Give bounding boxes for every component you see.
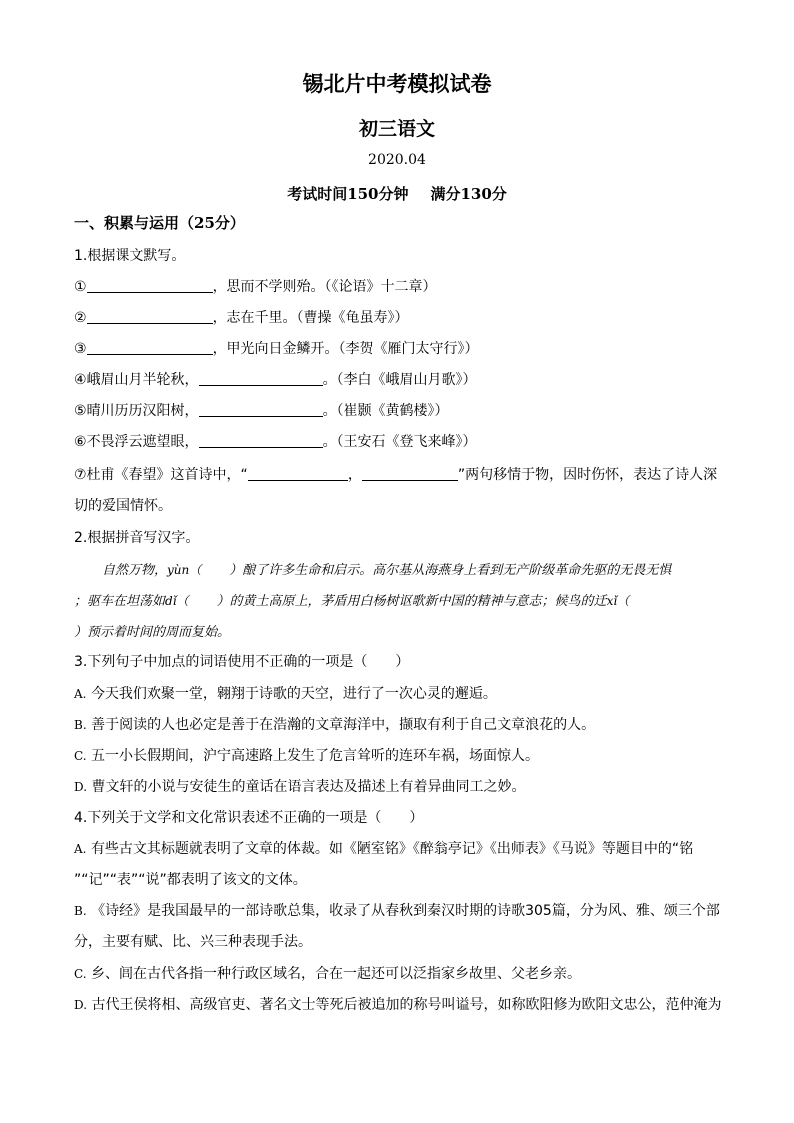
item-text: 。（李白《峨眉山月歌》）: [322, 372, 477, 388]
item-number: ④: [74, 372, 87, 388]
passage-text: ）酿了许多生命和启示。高尔基从海燕身上看到无产阶级革命先驱的无畏无惧: [229, 563, 672, 578]
option-label: A.: [74, 687, 87, 701]
q1-item-7: [74, 464, 734, 484]
q1-item-6: [74, 431, 734, 451]
option-label: A.: [74, 842, 87, 856]
option-label: C.: [74, 749, 87, 763]
q1-item-4: [74, 369, 734, 389]
answer-blank[interactable]: [199, 432, 323, 448]
pinyin-di: dǐ（: [165, 594, 189, 608]
item-number: ①: [74, 279, 87, 295]
exam-date: 2020.04: [368, 152, 426, 168]
item-number: ③: [74, 341, 87, 357]
item7-comma: ，: [347, 467, 362, 483]
pinyin-xi: xǐ（: [606, 594, 630, 608]
q2-passage-line-2: [74, 590, 734, 609]
item-pre: 晴川历历汉阳树，: [86, 403, 199, 419]
option-text: 古代王侯将相、高级官吏、著名文士等死后被追加的称号叫谥号，如称欧阳修为欧阳文忠公，范仲淹为: [91, 997, 722, 1013]
item-pre: 峨眉山月半轮秋，: [86, 372, 199, 388]
answer-blank[interactable]: [87, 308, 213, 324]
q2-prompt: 2.根据拼音写汉字。: [74, 530, 200, 546]
option-text: 《诗经》是我国最早的一部诗歌总集，收录了从春秋到秦汉时期的诗歌305篇，分为风、雅、颂三个部: [91, 903, 720, 919]
answer-blank[interactable]: [199, 401, 323, 417]
option-label: D.: [74, 780, 88, 794]
option-text: 善于阅读的人也必定是善于在浩瀚的文章海洋中，撷取有利于自己文章浪花的人。: [91, 717, 596, 733]
answer-blank[interactable]: [87, 277, 213, 293]
option-text: 今天我们欢聚一堂，翱翔于诗歌的天空，进行了一次心灵的邂逅。: [90, 686, 497, 702]
answer-blank[interactable]: [248, 465, 348, 481]
q3-option-c[interactable]: [74, 745, 734, 765]
q1-item-5: [74, 400, 734, 420]
answer-blank[interactable]: [199, 370, 323, 386]
q1-item-1: [74, 276, 734, 296]
q4-option-b[interactable]: [74, 900, 734, 920]
answer-blank[interactable]: [87, 339, 213, 355]
option-label: B.: [74, 904, 87, 918]
item-text: ，甲光向日金鳞开。（李贺《雁门太守行》）: [212, 341, 479, 357]
item7-text-a: ⑦杜甫《春望》这首诗中，“: [74, 467, 248, 483]
q4-option-b-cont: 分，主要有赋、比、兴三种表现手法。: [74, 934, 312, 950]
option-label: C.: [74, 967, 87, 981]
pinyin-yun: yùn（: [167, 563, 202, 577]
passage-text: 自然万物，: [102, 563, 168, 578]
option-text: 乡、闾在古代各指一种行政区域名，合在一起还可以泛指家乡故里、父老乡亲。: [91, 966, 582, 982]
exam-info: [0, 183, 794, 204]
q4-option-d[interactable]: [74, 994, 734, 1014]
item-text: ，志在千里。（曹操《龟虽寿》）: [212, 310, 409, 326]
item-pre: 不畏浮云遮望眼，: [86, 434, 199, 450]
exam-title: 锡北片中考模拟试卷: [302, 71, 492, 96]
passage-text: ）的黄土高原上，茅盾用白杨树讴歌新中国的精神与意志；候鸟的迁: [216, 594, 607, 609]
q1-item-7-cont: 切的爱国情怀。: [74, 498, 172, 514]
q4-option-a-cont: ”“记”“表”“说”都表明了该文的文体。: [74, 872, 307, 888]
full-score: 满分130分: [430, 185, 507, 203]
option-text: 曹文轩的小说与安徒生的童话在语言表达及描述上有着异曲同工之妙。: [91, 779, 526, 795]
exam-subtitle: 初三语文: [358, 118, 435, 140]
item-number: ②: [74, 310, 87, 326]
exam-time: 考试时间150分钟: [287, 185, 409, 203]
q3-prompt: 3.下列句子中加点的词语使用不正确的一项是（ ）: [74, 654, 410, 670]
q3-option-d[interactable]: [74, 776, 734, 796]
item-text: 。（王安石《登飞来峰》）: [322, 434, 477, 450]
item-text: ，思而不学则殆。（《论语》十二章）: [212, 279, 437, 295]
q3-option-a[interactable]: [74, 683, 734, 703]
item-number: ⑤: [74, 403, 87, 419]
q4-prompt: 4.下列关于文学和文化常识表述不正确的一项是（ ）: [74, 810, 424, 826]
q1-item-3: [74, 338, 734, 358]
option-label: B.: [74, 718, 87, 732]
item7-text-c: ”两句移情于物，因时伤怀，表达了诗人深: [457, 467, 718, 483]
q1-prompt: 1.根据课文默写。: [74, 248, 186, 264]
answer-blank[interactable]: [362, 465, 458, 481]
item-number: ⑥: [74, 434, 87, 450]
q1-item-2: [74, 307, 734, 327]
item-text: 。（崔颢《黄鹤楼》）: [322, 403, 449, 419]
q4-option-a[interactable]: [74, 838, 734, 858]
q2-passage-line-3: ）预示着时间的周而复始。: [74, 625, 231, 640]
q2-passage-line-1: [102, 559, 734, 578]
passage-text: ；驱车在坦荡如: [74, 594, 166, 609]
option-text: 五一小长假期间，沪宁高速路上发生了危言耸听的连环车祸，场面惊人。: [91, 748, 540, 764]
section-heading: 一、积累与运用（25分）: [74, 214, 245, 232]
option-label: D.: [74, 998, 88, 1012]
q3-option-b[interactable]: [74, 714, 734, 734]
q4-option-c[interactable]: [74, 963, 734, 983]
option-text: 有些古文其标题就表明了文章的体裁。如《陋室铭》《醉翁亭记》《出师表》《马说》等题目中的“铭: [90, 841, 694, 857]
